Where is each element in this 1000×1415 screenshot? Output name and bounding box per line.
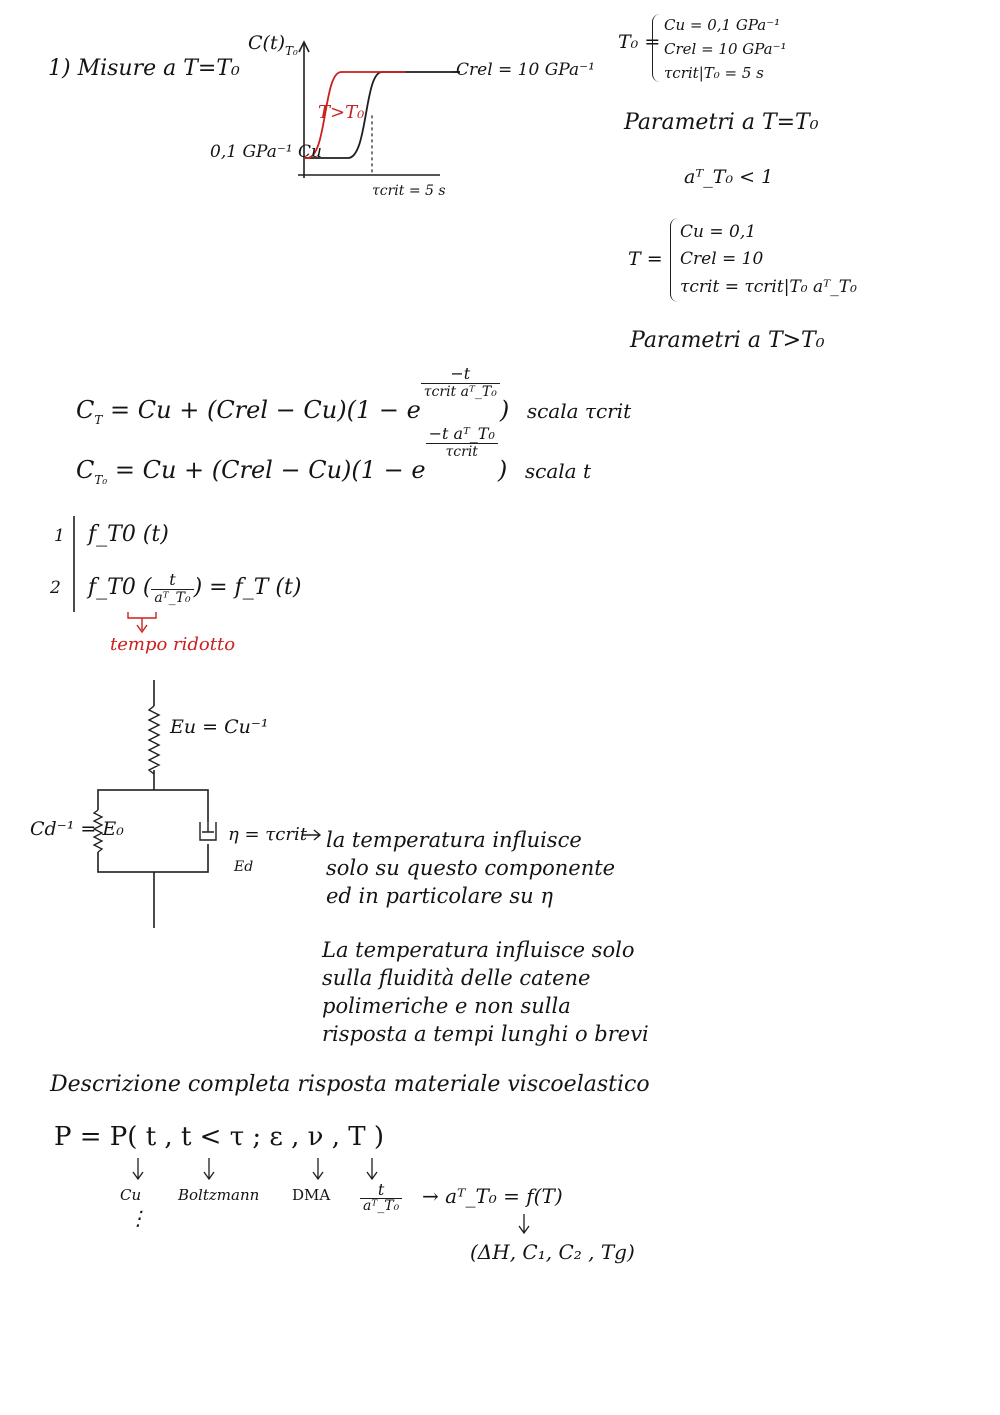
list-number: 1 (54, 526, 65, 546)
description-label-boltzmann: Boltzmann (178, 1186, 260, 1204)
description-ellipsis: ⋮ (128, 1206, 148, 1230)
params-t-line: Cu = 0,1 (680, 222, 757, 242)
description-reduced-time: $\frac{t}{\text{aᵀ\_T₀}}$ (360, 1182, 402, 1213)
equation-ct: $C_T = Cu$ + (Crel − Cu)(1 − e $\frac{-t}{\text{τcrit aᵀ\_T₀}}$ ) scala τcrit (76, 364, 632, 427)
params-t0-line: Cu = 0,1 GPa⁻¹ (664, 16, 781, 34)
description-arrows (120, 1158, 420, 1184)
list-bar (72, 516, 76, 616)
params-t0-brace (652, 14, 661, 82)
params-t0-lhs: T₀ = (618, 31, 661, 53)
cu-label: 0,1 GPa⁻¹ Cu (210, 142, 322, 162)
params-t-line: Crel = 10 (680, 249, 764, 269)
list-row-1: f_T0 (t) (88, 522, 169, 547)
params-t-brace (670, 218, 679, 302)
description-label-dma: DMA (292, 1186, 331, 1204)
description-shift-function: → aᵀ_T₀ = f(T) (422, 1184, 563, 1208)
dashpot-sublabel: Ed (234, 859, 254, 875)
list-number: 2 (50, 578, 61, 598)
arrow-right-icon (302, 829, 324, 841)
arrow-down-icon (518, 1214, 530, 1238)
description-label-cu: Cu (120, 1186, 142, 1204)
params-t-caption: Parametri a T>T₀ (630, 328, 825, 353)
dashpot-label: η = τcrit (228, 824, 307, 845)
reduced-time-label: tempo ridotto (110, 634, 236, 655)
description-title: Descrizione completa risposta materiale viscoelastico (50, 1072, 650, 1097)
params-t0-line: τcrit|T₀ = 5 s (664, 64, 764, 82)
section-title: 1) Misure a T=T₀ (48, 56, 240, 81)
equation-ct0: $C_{T_0} = Cu$ + (Crel − Cu)(1 − e $\frac{\text{−t aᵀ\_T₀}}{\text{τcrit}}$ ) scala t (76, 424, 591, 487)
params-t0-line: Crel = 10 GPa⁻¹ (664, 40, 787, 58)
list-row-2: f_T0 ( $\frac{t}{\text{aᵀ\_T₀}}$ ) = f_T (t) (88, 570, 302, 606)
note-temperature-component: la temperatura influisce solo su questo componente ed in particolare su η (326, 828, 616, 908)
tau-label: τcrit = 5 s (372, 183, 446, 199)
shift-inequality: aᵀ_T₀ < 1 (684, 166, 774, 188)
viscoelastic-model (90, 676, 330, 936)
params-t0-caption: Parametri a T=T₀ (624, 110, 819, 135)
y-axis-label: $C(t)_{T_0}$ (248, 32, 298, 58)
description-formula: P = P( t , t < τ ; ε , ν , T ) (54, 1122, 385, 1152)
spring-top-label: Eu = Cu⁻¹ (170, 716, 269, 738)
crel-label: Crel = 10 GPa⁻¹ (456, 60, 595, 80)
spring-left-label: Cd⁻¹ = E₀ (30, 818, 124, 840)
note-temperature-fluidity: La temperatura influisce solo sulla fluidità delle catene polimeriche e non sulla risposta a tempi lunghi o brevi (322, 938, 649, 1046)
params-t-lhs: T = (628, 248, 663, 270)
spring-top (149, 706, 159, 774)
params-t-line: τcrit = τcrit|T₀ aᵀ_T₀ (680, 277, 857, 297)
description-params: (ΔH, C₁, C₂ , Tg) (470, 1240, 635, 1264)
red-curve-label: T>T₀ (318, 102, 365, 123)
